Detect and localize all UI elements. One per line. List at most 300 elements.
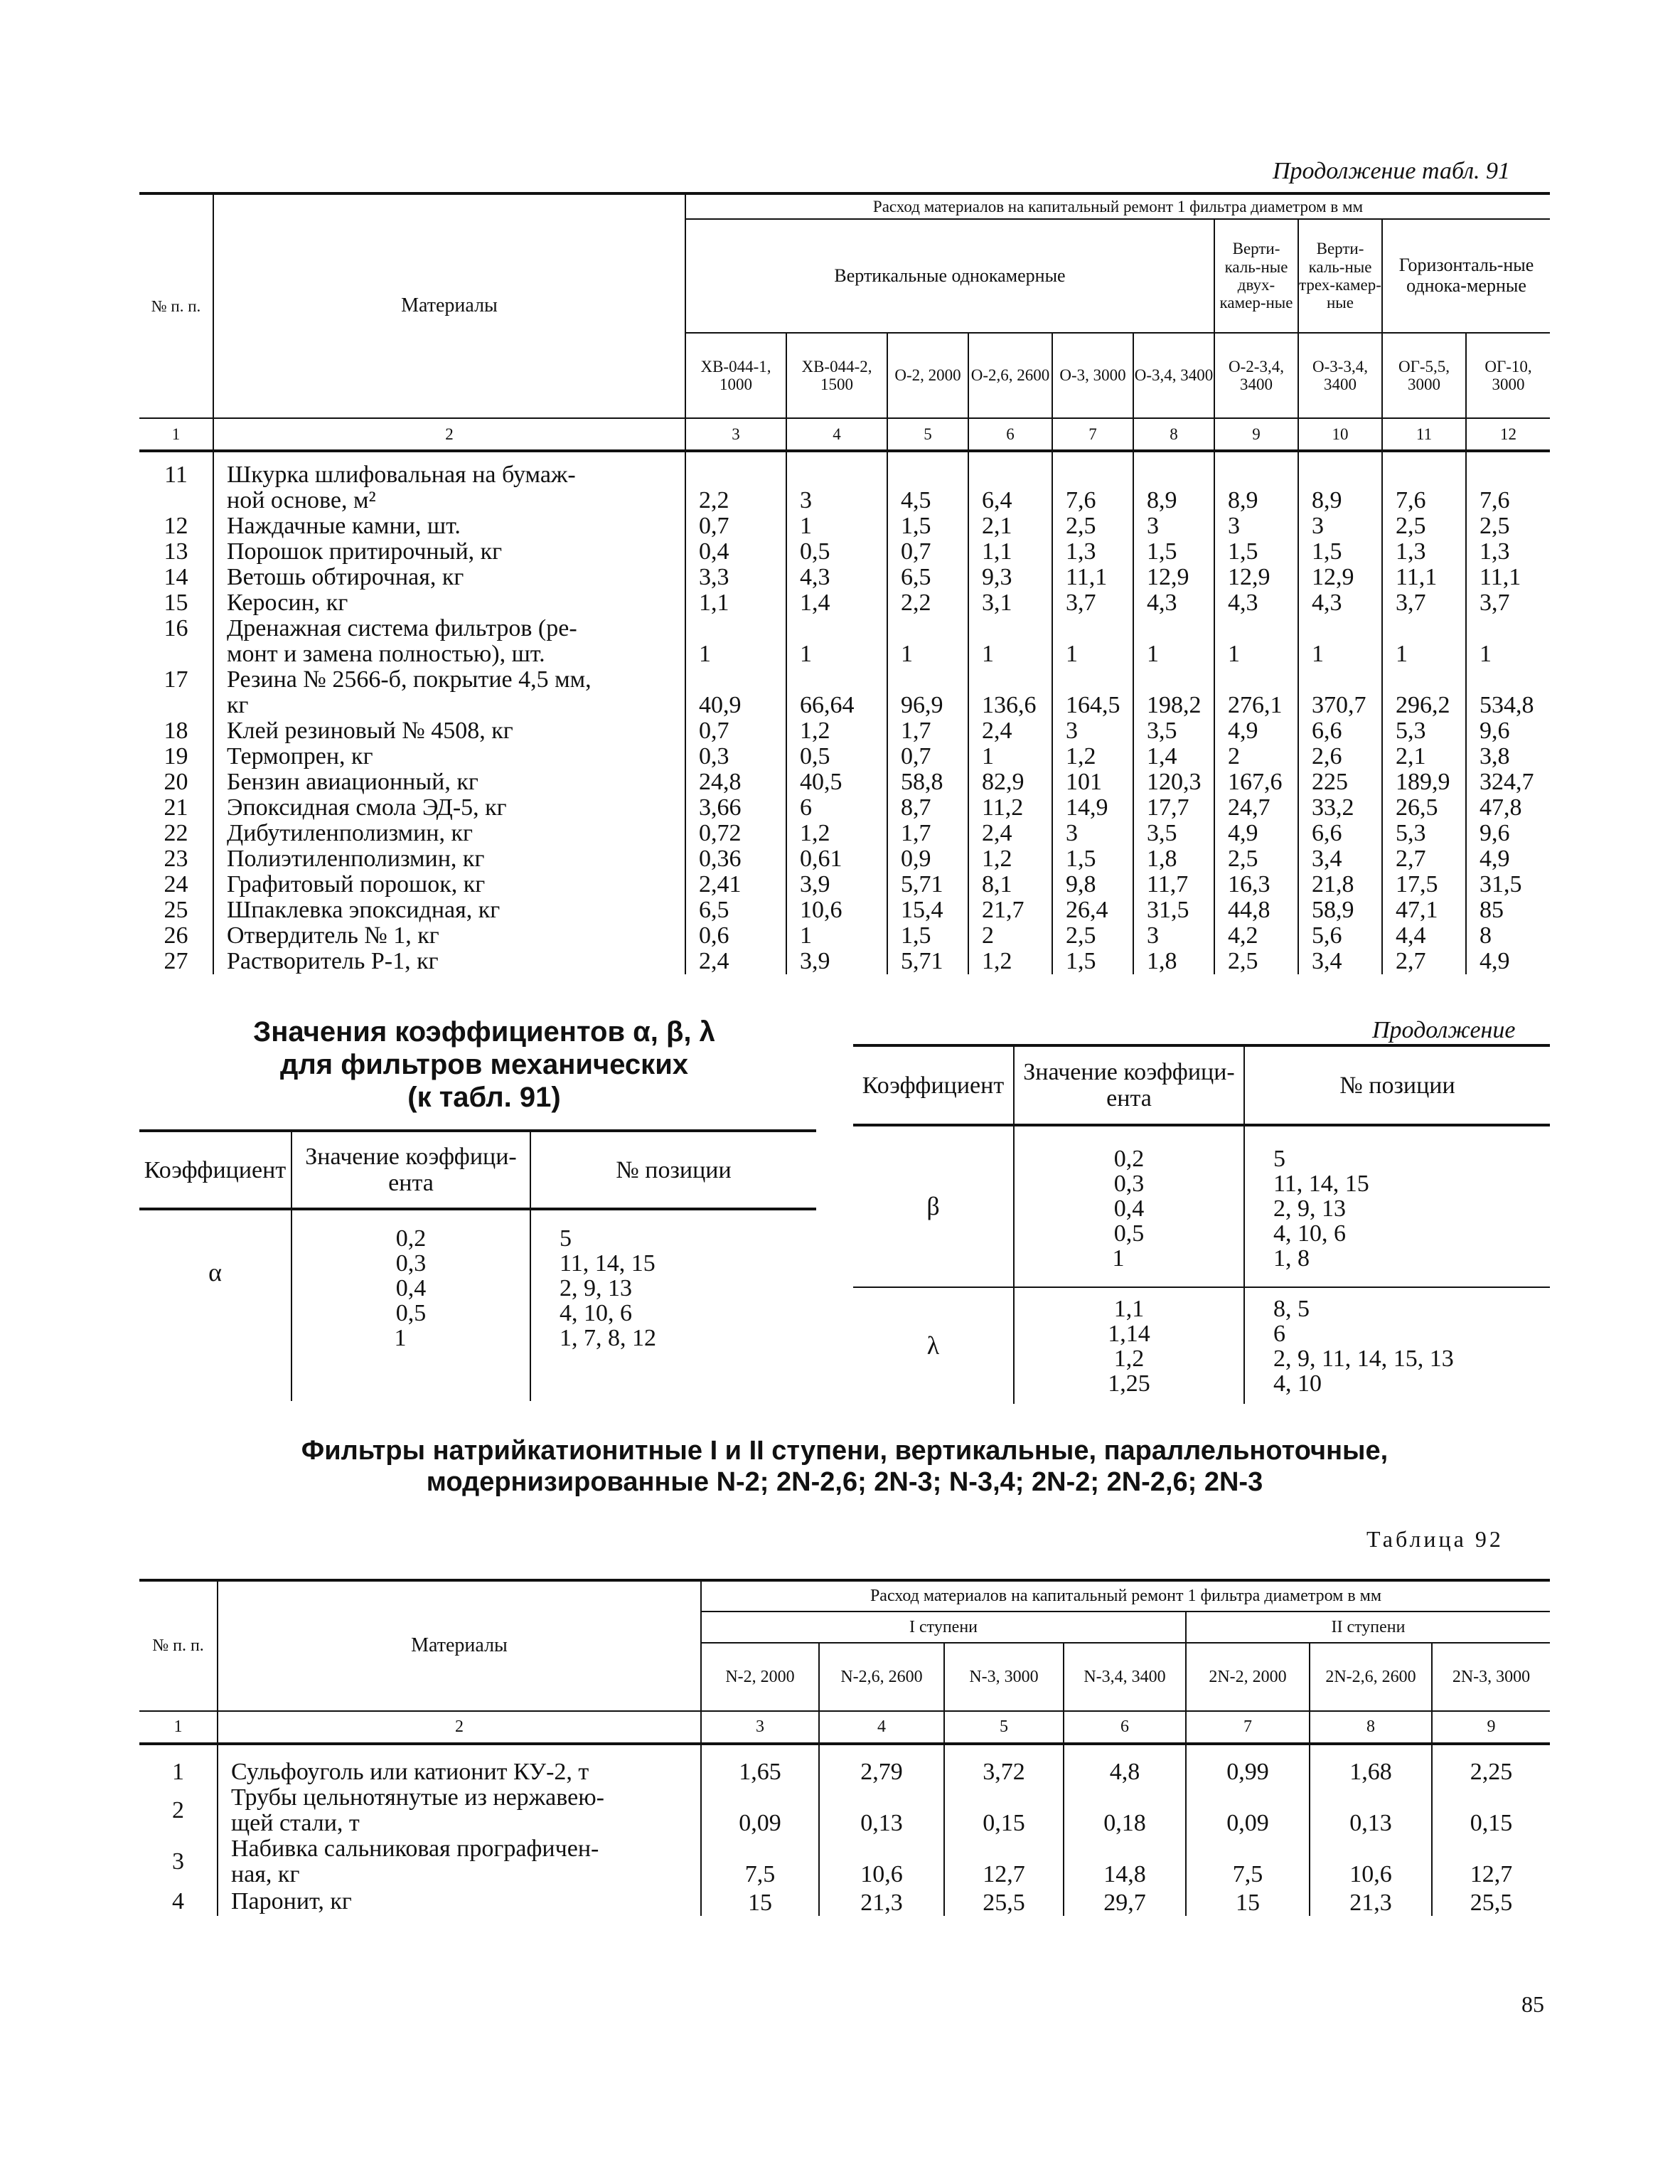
- row-value: 1: [968, 744, 1052, 769]
- row-material: Дибутиленполизмин, кг: [213, 821, 685, 846]
- col-number: 5: [887, 418, 968, 451]
- row-value: 3,9: [786, 949, 887, 974]
- row-value: 1: [786, 513, 887, 539]
- row-value: 2,5: [1214, 846, 1298, 872]
- row-value: 1: [1052, 616, 1133, 667]
- row-number: 11: [164, 462, 188, 488]
- row-value: 1,5: [887, 923, 968, 949]
- coef-table-alpha: [139, 1129, 816, 1401]
- row-value: 4,5: [887, 451, 968, 513]
- row-value: 198,2: [1133, 667, 1214, 718]
- row-value: 6,6: [1298, 821, 1382, 846]
- row-material: Растворитель Р-1, кг: [213, 949, 685, 974]
- row-number: 17: [164, 666, 188, 693]
- coef-h3: № позиции: [1244, 1045, 1550, 1125]
- row-value: 47,1: [1382, 897, 1466, 923]
- row-number: 22: [164, 820, 188, 846]
- row-value: 2,1: [1382, 744, 1466, 769]
- row-value: 2,7: [1382, 846, 1466, 872]
- row-value: 101: [1052, 769, 1133, 795]
- col-header: О-3,4, 3400: [1133, 333, 1214, 418]
- row-number: 3: [172, 1848, 184, 1875]
- row-value: 2,41: [685, 872, 786, 897]
- row-value: 1,3: [1052, 539, 1133, 565]
- row-value: 0,15: [1432, 1785, 1550, 1836]
- coef-continuation-caption: Продолжение: [1372, 1017, 1516, 1043]
- row-value: 2,25: [1432, 1744, 1550, 1785]
- row-value: 1,5: [1133, 539, 1214, 565]
- row-value: 4,4: [1382, 923, 1466, 949]
- table-row: [139, 949, 1550, 974]
- row-value: 0,13: [819, 1785, 944, 1836]
- row-number: 15: [164, 590, 188, 616]
- row-value: 1,5: [1052, 949, 1133, 974]
- row-value: 16,3: [1214, 872, 1298, 897]
- table-row: [139, 1744, 1550, 1785]
- col-header: N-3,4, 3400: [1064, 1643, 1186, 1711]
- row-material: Эпоксидная смола ЭД-5, кг: [213, 795, 685, 821]
- table-row: [139, 872, 1550, 897]
- table-row: [139, 718, 1550, 744]
- row-number: 19: [164, 743, 188, 769]
- row-value: 9,6: [1466, 821, 1550, 846]
- row-value: 12,7: [944, 1836, 1064, 1887]
- col-number: 1: [139, 1711, 218, 1744]
- row-value: 1,2: [1052, 744, 1133, 769]
- row-value: 2,5: [1214, 949, 1298, 974]
- row-value: 1: [1382, 616, 1466, 667]
- row-value: 82,9: [968, 769, 1052, 795]
- row-material: Наждачные камни, шт.: [213, 513, 685, 539]
- col-number: 2: [218, 1711, 701, 1744]
- row-value: 1: [887, 616, 968, 667]
- row-value: 2,1: [968, 513, 1052, 539]
- row-value: 1,5: [1214, 539, 1298, 565]
- table-row: [139, 616, 1550, 667]
- col-header: 2N-3, 3000: [1432, 1643, 1550, 1711]
- row-value: 6,4: [968, 451, 1052, 513]
- row-material: Графитовый порошок, кг: [213, 872, 685, 897]
- row-value: 7,5: [1186, 1836, 1310, 1887]
- row-value: 3,5: [1133, 718, 1214, 744]
- col-number: 4: [786, 418, 887, 451]
- table-91: [139, 192, 1550, 974]
- header-materials: Материалы: [213, 193, 685, 418]
- coef-h2: Значение коэффици-ента: [1014, 1045, 1244, 1125]
- row-value: 15,4: [887, 897, 968, 923]
- row-value: 3: [1133, 513, 1214, 539]
- col-number: 11: [1382, 418, 1466, 451]
- row-value: 0,7: [685, 718, 786, 744]
- row-number: 18: [164, 718, 188, 744]
- row-value: 5,71: [887, 872, 968, 897]
- col-number: 5: [944, 1711, 1064, 1744]
- row-value: 40,9: [685, 667, 786, 718]
- row-value: 6,5: [887, 565, 968, 590]
- row-material: Бензин авиационный, кг: [213, 769, 685, 795]
- row-value: 10,6: [786, 897, 887, 923]
- row-value: 1,5: [1298, 539, 1382, 565]
- row-value: 6,6: [1298, 718, 1382, 744]
- row-value: 15: [701, 1887, 819, 1916]
- row-value: 0,6: [685, 923, 786, 949]
- col-number: 8: [1310, 1711, 1432, 1744]
- row-value: 0,7: [685, 513, 786, 539]
- row-value: 9,6: [1466, 718, 1550, 744]
- row-material: Сульфоуголь или катионит КУ-2, т: [218, 1744, 701, 1785]
- row-value: 25,5: [944, 1887, 1064, 1916]
- col-header: N-2, 2000: [701, 1643, 819, 1711]
- row-number: 25: [164, 897, 188, 923]
- row-value: 8,7: [887, 795, 968, 821]
- header-num: № п. п.: [139, 1580, 218, 1711]
- row-value: 1: [1466, 616, 1550, 667]
- header-num: № п. п.: [151, 297, 201, 315]
- col-number: 9: [1432, 1711, 1550, 1744]
- row-value: 189,9: [1382, 769, 1466, 795]
- row-material: Шкурка шлифовальная на бумаж- ной основе, м²: [213, 451, 685, 513]
- row-value: 0,13: [1310, 1785, 1432, 1836]
- row-value: 5,71: [887, 949, 968, 974]
- row-value: 1,4: [1133, 744, 1214, 769]
- row-value: 4,9: [1466, 846, 1550, 872]
- row-value: 85: [1466, 897, 1550, 923]
- row-value: 8,1: [968, 872, 1052, 897]
- row-number: 2: [172, 1797, 184, 1823]
- row-value: 0,9: [887, 846, 968, 872]
- row-value: 0,99: [1186, 1744, 1310, 1785]
- row-value: 2: [1214, 744, 1298, 769]
- row-value: 26,4: [1052, 897, 1133, 923]
- row-value: 9,8: [1052, 872, 1133, 897]
- row-material: Керосин, кг: [213, 590, 685, 616]
- row-material: Дренажная система фильтров (ре- монт и замена полностью), шт.: [213, 616, 685, 667]
- row-value: 1,7: [887, 821, 968, 846]
- row-value: 1,65: [701, 1744, 819, 1785]
- header-consumption: Расход материалов на капитальный ремонт 1 фильтра диаметром в мм: [685, 193, 1550, 219]
- row-value: 0,61: [786, 846, 887, 872]
- table-row: [139, 821, 1550, 846]
- row-number: 1: [172, 1759, 184, 1785]
- col-header: ХВ-044-2, 1500: [786, 333, 887, 418]
- row-value: 1,1: [968, 539, 1052, 565]
- row-value: 276,1: [1214, 667, 1298, 718]
- row-value: 3,7: [1052, 590, 1133, 616]
- row-value: 3: [1052, 718, 1133, 744]
- row-value: 2,79: [819, 1744, 944, 1785]
- row-value: 21,3: [819, 1887, 944, 1916]
- col-number: 12: [1466, 418, 1550, 451]
- row-value: 21,8: [1298, 872, 1382, 897]
- row-value: 24,7: [1214, 795, 1298, 821]
- row-value: 1: [1214, 616, 1298, 667]
- row-value: 1,8: [1133, 846, 1214, 872]
- col-number: 4: [819, 1711, 944, 1744]
- row-value: 1,2: [786, 821, 887, 846]
- col-header: N-2,6, 2600: [819, 1643, 944, 1711]
- row-value: 29,7: [1064, 1887, 1186, 1916]
- row-number: 4: [172, 1888, 184, 1914]
- row-value: 0,5: [786, 744, 887, 769]
- row-number: 14: [164, 564, 188, 590]
- row-value: 2,7: [1382, 949, 1466, 974]
- col-number: 7: [1052, 418, 1133, 451]
- row-value: 4,3: [1298, 590, 1382, 616]
- row-value: 9,3: [968, 565, 1052, 590]
- col-header: ОГ-10, 3000: [1466, 333, 1550, 418]
- row-value: 1,3: [1382, 539, 1466, 565]
- row-value: 8: [1466, 923, 1550, 949]
- row-value: 8,9: [1298, 451, 1382, 513]
- row-value: 0,7: [887, 539, 968, 565]
- row-value: 1: [786, 616, 887, 667]
- table-row: [139, 846, 1550, 872]
- coef-positions-beta: 5 11, 14, 15 2, 9, 13 4, 10, 6 1, 8: [1244, 1125, 1550, 1287]
- row-value: 1: [1133, 616, 1214, 667]
- coef-h1: Коэффициент: [853, 1045, 1014, 1125]
- col-number: 6: [968, 418, 1052, 451]
- row-material: Клей резиновый № 4508, кг: [213, 718, 685, 744]
- row-value: 31,5: [1133, 897, 1214, 923]
- col-header: О-2-3,4, 3400: [1214, 333, 1298, 418]
- page-number: 85: [1521, 1991, 1544, 2017]
- row-value: 11,7: [1133, 872, 1214, 897]
- row-number: 20: [164, 769, 188, 795]
- col-number: 6: [1064, 1711, 1186, 1744]
- row-value: 2,4: [968, 718, 1052, 744]
- row-value: 3,5: [1133, 821, 1214, 846]
- header-group-horizontal: Горизонталь-ные однока-мерные: [1382, 219, 1550, 333]
- table-row: [139, 451, 1550, 513]
- coef-h3: № позиции: [530, 1131, 816, 1209]
- row-value: 7,6: [1382, 451, 1466, 513]
- table-row: [139, 1836, 1550, 1887]
- row-value: 1,7: [887, 718, 968, 744]
- row-value: 4,3: [1214, 590, 1298, 616]
- row-value: 1,5: [1052, 846, 1133, 872]
- coef-symbol-lambda: λ: [926, 1331, 940, 1360]
- coef-symbol-beta: β: [853, 1125, 1014, 1287]
- coef-h1: Коэффициент: [139, 1131, 291, 1209]
- table-row: [139, 769, 1550, 795]
- coef-title: Значения коэффициентов α, β, λ для фильтров механических (к табл. 91): [253, 1016, 715, 1113]
- row-value: 21,7: [968, 897, 1052, 923]
- col-header: О-3, 3000: [1052, 333, 1133, 418]
- coef-values-alpha: 0,2 0,3 0,4 0,5 1: [291, 1209, 530, 1401]
- col-header: О-2, 2000: [887, 333, 968, 418]
- col-header: N-3, 3000: [944, 1643, 1064, 1711]
- row-value: 11,1: [1052, 565, 1133, 590]
- row-value: 4,3: [1133, 590, 1214, 616]
- row-number: 26: [164, 922, 188, 949]
- row-material: Порошок притирочный, кг: [213, 539, 685, 565]
- row-value: 1,3: [1466, 539, 1550, 565]
- row-value: 1,5: [887, 513, 968, 539]
- row-value: 4,3: [786, 565, 887, 590]
- coef-values-lambda: 1,1 1,14 1,2 1,25: [1014, 1287, 1244, 1404]
- header-group-vertical-single: Вертикальные однокамерные: [685, 219, 1214, 333]
- row-value: 25,5: [1432, 1887, 1550, 1916]
- row-value: 3,7: [1382, 590, 1466, 616]
- row-value: 534,8: [1466, 667, 1550, 718]
- row-value: 0,15: [944, 1785, 1064, 1836]
- row-value: 164,5: [1052, 667, 1133, 718]
- table-row: [139, 565, 1550, 590]
- row-number: 21: [164, 794, 188, 821]
- table-92: [139, 1579, 1550, 1916]
- row-value: 0,36: [685, 846, 786, 872]
- row-value: 2,4: [968, 821, 1052, 846]
- row-value: 17,7: [1133, 795, 1214, 821]
- col-number: 3: [701, 1711, 819, 1744]
- row-value: 0,09: [701, 1785, 819, 1836]
- row-value: 1: [786, 923, 887, 949]
- row-value: 0,7: [887, 744, 968, 769]
- row-value: 1,1: [685, 590, 786, 616]
- table-row: [139, 667, 1550, 718]
- row-value: 2,5: [1052, 513, 1133, 539]
- row-value: 7,5: [701, 1836, 819, 1887]
- row-material: Набивка сальниковая прографичен- ная, кг: [218, 1836, 701, 1887]
- row-value: 2: [968, 923, 1052, 949]
- row-value: 12,9: [1133, 565, 1214, 590]
- row-value: 2,6: [1298, 744, 1382, 769]
- header-consumption: Расход материалов на капитальный ремонт 1 фильтра диаметром в мм: [701, 1580, 1550, 1612]
- table92-title: Фильтры натрийкатионитные I и II ступени, вертикальные, параллельноточные, модернизированные N-2; 2N-2,6; 2N-3; N-3,4; 2N-2; 2N-2,6; 2N-3: [301, 1436, 1389, 1497]
- row-value: 2,2: [685, 451, 786, 513]
- row-value: 12,9: [1214, 565, 1298, 590]
- row-value: 11,1: [1466, 565, 1550, 590]
- row-material: Резина № 2566-б, покрытие 4,5 мм, кг: [213, 667, 685, 718]
- table-row: [139, 513, 1550, 539]
- row-number: 12: [164, 513, 188, 539]
- row-value: 17,5: [1382, 872, 1466, 897]
- row-value: 3,66: [685, 795, 786, 821]
- row-value: 7,6: [1052, 451, 1133, 513]
- row-value: 11,1: [1382, 565, 1466, 590]
- row-value: 14,8: [1064, 1836, 1186, 1887]
- table-row: [139, 1785, 1550, 1836]
- row-value: 3: [1214, 513, 1298, 539]
- col-number: 3: [685, 418, 786, 451]
- row-number: 13: [164, 538, 188, 565]
- row-value: 3,4: [1298, 949, 1382, 974]
- row-value: 3,1: [968, 590, 1052, 616]
- row-value: 8,9: [1214, 451, 1298, 513]
- row-value: 2,5: [1466, 513, 1550, 539]
- row-value: 3: [786, 451, 887, 513]
- row-value: 3: [1298, 513, 1382, 539]
- row-value: 2,4: [685, 949, 786, 974]
- row-value: 0,5: [786, 539, 887, 565]
- coef-positions-alpha: 5 11, 14, 15 2, 9, 13 4, 10, 6 1, 7, 8, 12: [530, 1209, 816, 1401]
- row-value: 3,3: [685, 565, 786, 590]
- row-value: 1,68: [1310, 1744, 1432, 1785]
- row-value: 225: [1298, 769, 1382, 795]
- row-value: 3,8: [1466, 744, 1550, 769]
- row-value: 0,3: [685, 744, 786, 769]
- row-value: 4,9: [1214, 821, 1298, 846]
- row-number: 23: [164, 846, 188, 872]
- col-number: 8: [1133, 418, 1214, 451]
- coef-values-beta: 0,2 0,3 0,4 0,5 1: [1014, 1125, 1244, 1287]
- row-value: 24,8: [685, 769, 786, 795]
- row-value: 12,9: [1298, 565, 1382, 590]
- row-material: Шпаклевка эпоксидная, кг: [213, 897, 685, 923]
- row-value: 11,2: [968, 795, 1052, 821]
- row-value: 4,8: [1064, 1744, 1186, 1785]
- row-value: 0,18: [1064, 1785, 1186, 1836]
- table92-label: Таблица 92: [1366, 1526, 1504, 1552]
- col-header: О-3-3,4, 3400: [1298, 333, 1382, 418]
- row-value: 4,9: [1214, 718, 1298, 744]
- row-number: 24: [164, 871, 188, 897]
- row-value: 2,5: [1382, 513, 1466, 539]
- col-header: ОГ-5,5, 3000: [1382, 333, 1466, 418]
- coef-table-beta-lambda: [853, 1044, 1550, 1404]
- row-value: 66,64: [786, 667, 887, 718]
- row-value: 5,6: [1298, 923, 1382, 949]
- row-value: 3: [1052, 821, 1133, 846]
- row-value: 33,2: [1298, 795, 1382, 821]
- row-value: 0,09: [1186, 1785, 1310, 1836]
- row-material: Паронит, кг: [218, 1887, 701, 1916]
- table-row: [139, 539, 1550, 565]
- row-value: 1,2: [786, 718, 887, 744]
- row-value: 10,6: [819, 1836, 944, 1887]
- row-value: 370,7: [1298, 667, 1382, 718]
- row-value: 3,4: [1298, 846, 1382, 872]
- row-value: 15: [1186, 1887, 1310, 1916]
- row-value: 3,72: [944, 1744, 1064, 1785]
- row-value: 0,72: [685, 821, 786, 846]
- row-value: 58,8: [887, 769, 968, 795]
- row-value: 10,6: [1310, 1836, 1432, 1887]
- col-number: 7: [1186, 1711, 1310, 1744]
- row-number: 27: [164, 948, 188, 974]
- row-value: 96,9: [887, 667, 968, 718]
- row-number: 16: [164, 615, 188, 641]
- row-value: 6: [786, 795, 887, 821]
- row-material: Ветошь обтирочная, кг: [213, 565, 685, 590]
- row-material: Отвердитель № 1, кг: [213, 923, 685, 949]
- row-value: 0,4: [685, 539, 786, 565]
- row-value: 3: [1133, 923, 1214, 949]
- row-value: 1,8: [1133, 949, 1214, 974]
- row-value: 167,6: [1214, 769, 1298, 795]
- row-value: 1,4: [786, 590, 887, 616]
- row-value: 1: [1298, 616, 1382, 667]
- coef-positions-lambda: 8, 5 6 2, 9, 11, 14, 15, 13 4, 10: [1244, 1287, 1550, 1404]
- row-value: 4,2: [1214, 923, 1298, 949]
- row-value: 2,5: [1052, 923, 1133, 949]
- row-value: 7,6: [1466, 451, 1550, 513]
- col-header: О-2,6, 2600: [968, 333, 1052, 418]
- col-header: 2N-2, 2000: [1186, 1643, 1310, 1711]
- row-value: 3,9: [786, 872, 887, 897]
- header-group-vertical-double: Верти-каль-ные двух-камер-ные: [1214, 219, 1298, 333]
- row-value: 5,3: [1382, 821, 1466, 846]
- row-value: 1,2: [968, 949, 1052, 974]
- header-group-vertical-triple: Верти-каль-ные трех-камер-ные: [1298, 219, 1382, 333]
- row-value: 3,7: [1466, 590, 1550, 616]
- row-value: 44,8: [1214, 897, 1298, 923]
- row-value: 8,9: [1133, 451, 1214, 513]
- row-value: 1: [968, 616, 1052, 667]
- col-number: 9: [1214, 418, 1298, 451]
- row-value: 31,5: [1466, 872, 1550, 897]
- row-value: 21,3: [1310, 1887, 1432, 1916]
